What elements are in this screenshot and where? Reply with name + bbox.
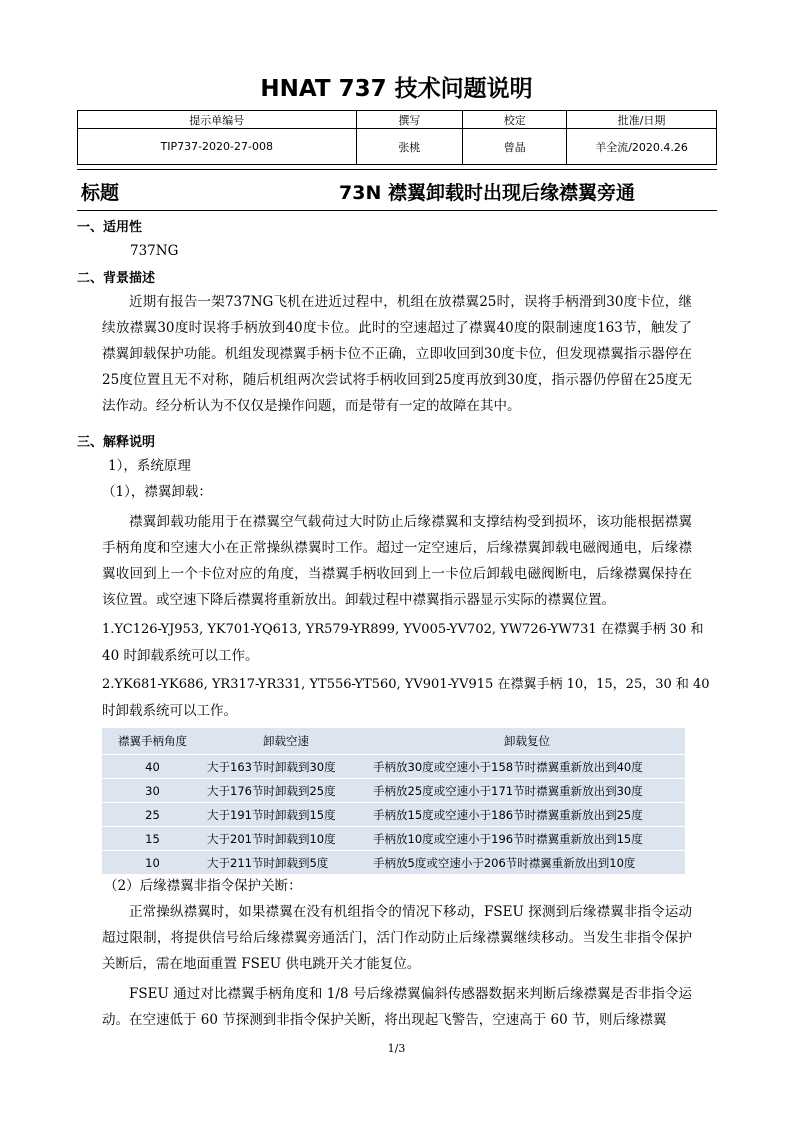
header-author: 撰写 <box>356 111 463 129</box>
applicability-text: 737NG <box>130 243 179 259</box>
relief-speed-cell: 大于163节时卸载到30度 <box>203 755 369 779</box>
info-value-row <box>78 129 717 165</box>
relief-reset-cell: 手柄放15度或空速小于186节时襟翼重新放出到25度 <box>369 803 685 827</box>
reviewer: 曾晶 <box>463 129 567 165</box>
relief-reset-cell: 手柄放5度或空速小于206节时襟翼重新放出到10度 <box>369 851 685 875</box>
section-2-heading: 二、背景描述 <box>77 271 156 286</box>
table-row <box>102 755 685 779</box>
flap-angle-cell: 40 <box>102 755 203 779</box>
flap-load-relief-heading: （1），襟翼卸载： <box>102 484 212 500</box>
relief-speed-cell: 大于191节时卸载到15度 <box>203 803 369 827</box>
table-row <box>102 851 685 875</box>
uncommanded-motion-paragraph: 正常操纵襟翼时，如果襟翼在没有机组指令的情况下移动，FSEU 探测到后缘襟翼非指令运动超过限制，将提供信号给后缘襟翼旁通活门，活门作动防止后缘襟翼继续移动。当发生非指令保护关断后，需在地面重置 FSEU 供电跳开关才能复位。 <box>102 904 692 972</box>
fseu-paragraph: FSEU 通过对比襟翼手柄角度和 1/8 号后缘襟翼偏斜传感器数据来判断后缘襟翼是否非指令运动。在空速低于 60 节探测到非指令保护关断，将出现起飞警告，空速高于 60 节，则后缘襟翼 <box>102 986 692 1028</box>
relief-speed-cell: 大于176节时卸载到25度 <box>203 779 369 803</box>
uncommanded-motion-heading: （2）后缘襟翼非指令保护关断： <box>104 878 302 894</box>
flap-angle-cell: 15 <box>102 827 203 851</box>
relief-reset-cell: 手柄放10度或空速小于196节时襟翼重新放出到15度 <box>369 827 685 851</box>
flap-angle-cell: 10 <box>102 851 203 875</box>
header-reviewer: 校定 <box>463 111 567 129</box>
section-3-heading: 三、解释说明 <box>77 435 156 450</box>
document-title: HNAT 737 技术问题说明 <box>260 76 533 102</box>
background-paragraph: 近期有报告一架737NG飞机在进近过程中，机组在放襟翼25时，误将手柄滑到30度卡位，继续放襟翼30度时误将手柄放到40度卡位。此时的空速超过了襟翼40度的限制速度163节，触发了襟翼卸载保护功能。机组发现襟翼手柄卡位不正确，立即收回到30度卡位，但发现襟翼指示器停在25度位置且无不对称，随后机组两次尝试将手柄收回到25度再放到30度，指示器仍停留在25度无法作动。经分析认为不仅仅是操作问题，而是带有一定的故障在其中。 <box>102 294 692 414</box>
system-principle-heading: 1），系统原理 <box>108 458 191 474</box>
load-relief-paragraph: 襟翼卸载功能用于在襟翼空气载荷过大时防止后缘襟翼和支撑结构受到损坏，该功能根据襟翼手柄角度和空速大小在正常操纵襟翼时工作。超过一定空速后，后缘襟翼卸载电磁阀通电，后缘襟翼收回到上一个卡位对应的角度，当襟翼手柄收回到上一卡位后卸载电磁阀断电，后缘襟翼保持在该位置。或空速下降后襟翼将重新放出。卸载过程中襟翼指示器显示实际的襟翼位置。 <box>102 514 692 608</box>
relief-reset-cell: 手柄放30度或空速小于158节时襟翼重新放出到40度 <box>369 755 685 779</box>
effectivity-item-1: 1.YC126-YJ953, YK701-YQ613, YR579-YR899, YV005-YV702, YW726-YW731 在襟翼手柄 30 和 <box>102 622 704 637</box>
relief-speed-cell: 大于211节时卸载到5度 <box>203 851 369 875</box>
effectivity-item-2-cont: 时卸载系统可以工作。 <box>102 703 237 719</box>
author: 张桃 <box>356 129 463 165</box>
table-row <box>102 827 685 851</box>
relief-reset-cell: 手柄放25度或空速小于171节时襟翼重新放出到30度 <box>369 779 685 803</box>
flap-angle-cell: 25 <box>102 803 203 827</box>
subject-label: 标题 <box>81 182 120 204</box>
subject-row <box>77 169 717 211</box>
col-relief-speed: 卸载空速 <box>203 728 369 755</box>
subject-title: 73N 襟翼卸载时出现后缘襟翼旁通 <box>339 182 635 204</box>
effectivity-item-1-cont: 40 时卸载系统可以工作。 <box>102 648 259 664</box>
header-approval-date: 批准/日期 <box>567 111 717 129</box>
tip-number: TIP737-2020-27-008 <box>78 129 357 165</box>
table-row <box>102 779 685 803</box>
section-1-heading: 一、适用性 <box>77 220 143 235</box>
approval-date: 羊全流/2020.4.26 <box>567 129 717 165</box>
info-header-row <box>78 111 717 129</box>
page-number: 1/3 <box>387 1042 406 1055</box>
flap-table-header <box>102 728 685 755</box>
col-relief-reset: 卸载复位 <box>369 728 685 755</box>
col-flap-handle: 襟翼手柄角度 <box>102 728 203 755</box>
flap-load-relief-table <box>102 728 685 874</box>
relief-speed-cell: 大于201节时卸载到10度 <box>203 827 369 851</box>
header-tip-number: 提示单编号 <box>78 111 357 129</box>
table-row <box>102 803 685 827</box>
flap-angle-cell: 30 <box>102 779 203 803</box>
effectivity-item-2: 2.YK681-YK686, YR317-YR331, YT556-YT560, YV901-YV915 在襟翼手柄 10，15，25，30 和 40 <box>102 677 710 692</box>
document-info-table <box>77 110 717 165</box>
